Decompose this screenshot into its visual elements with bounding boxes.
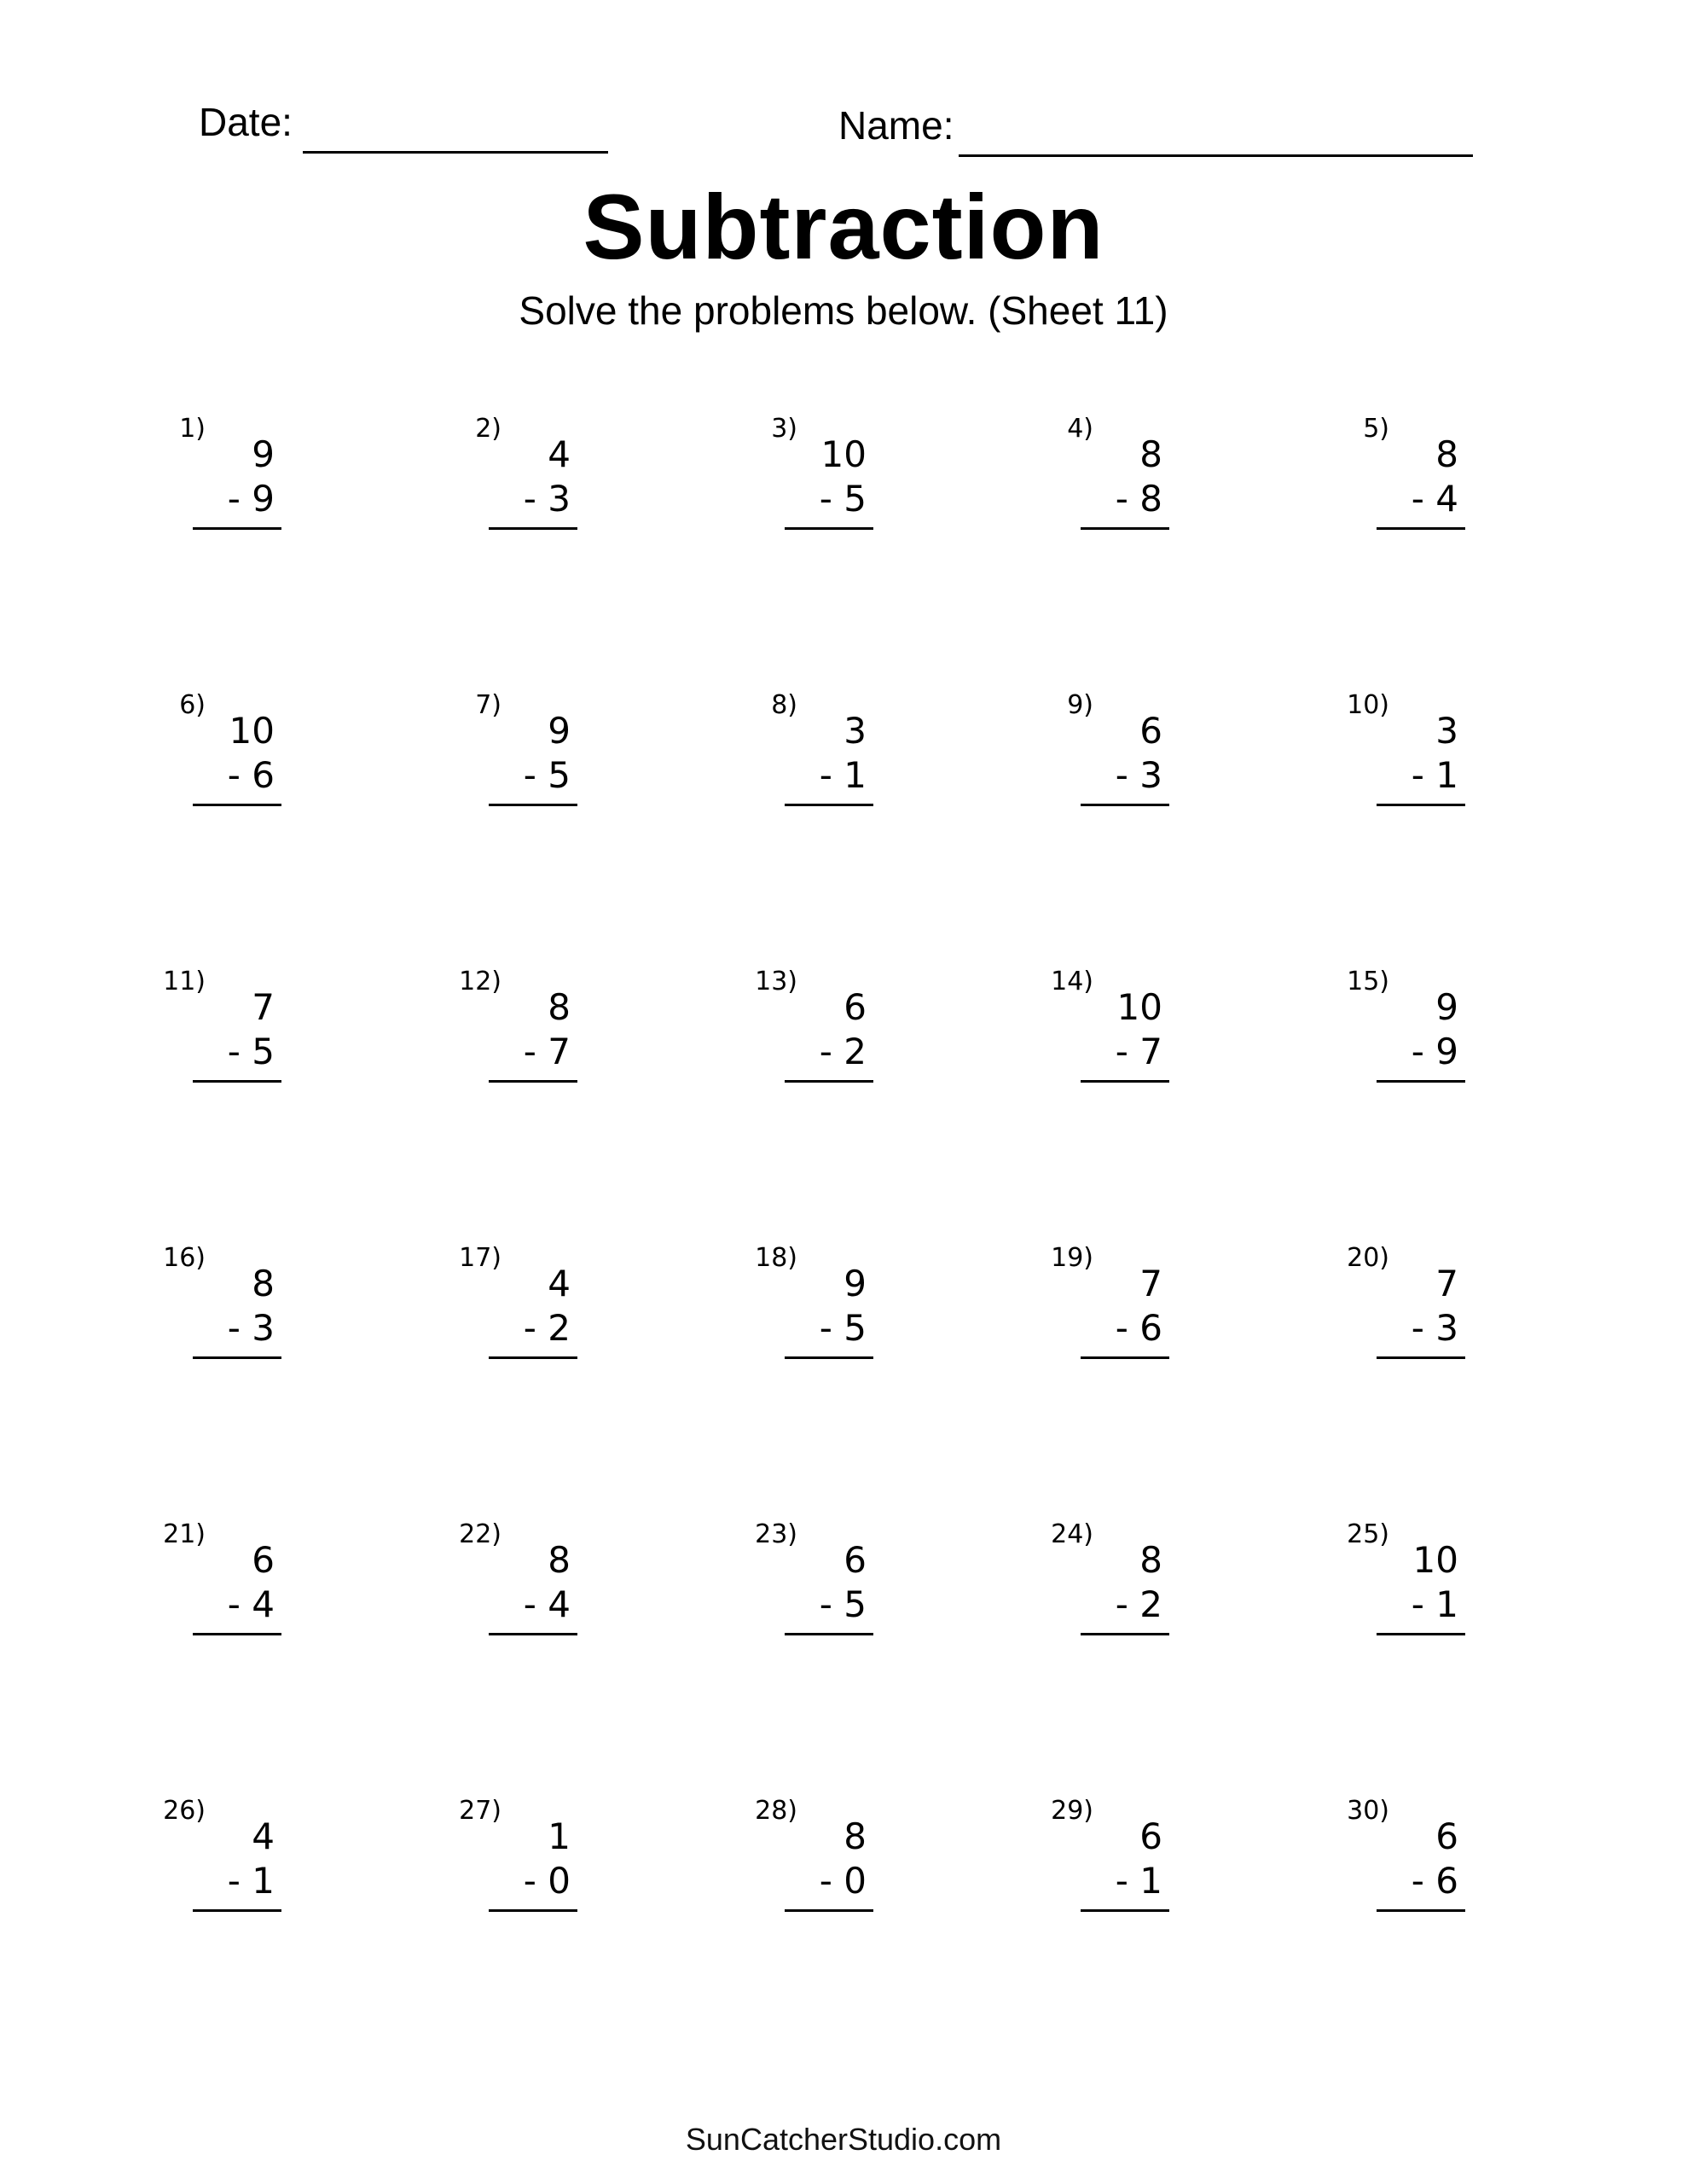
problem-item [456, 1243, 584, 1374]
problem-minuend: 4 [548, 433, 571, 475]
problem-subtrahend: - 1 [1411, 754, 1458, 796]
problem-minuend: 10 [1412, 1539, 1458, 1581]
problem-minuend: 1 [548, 1815, 571, 1857]
page-title: Subtraction [583, 175, 1104, 278]
problem-minuend: 8 [844, 1815, 867, 1857]
problem-number: 11) [163, 967, 206, 996]
problem-subtrahend: - 6 [1115, 1307, 1162, 1349]
problem-minuend: 7 [1139, 1263, 1162, 1304]
problem-number: 1) [179, 414, 206, 444]
problem-number: 2) [475, 414, 501, 444]
problem-subtrahend: - 4 [1411, 478, 1458, 520]
problem-number: 30) [1347, 1796, 1389, 1826]
problem-subtrahend: - 2 [523, 1307, 571, 1349]
problem-item [752, 690, 880, 821]
problem-minuend: 6 [1435, 1815, 1458, 1857]
answer-line[interactable] [489, 1909, 577, 1912]
problem-minuend: 9 [1435, 986, 1458, 1028]
problem-item [1344, 416, 1472, 544]
problem-subtrahend: - 0 [523, 1860, 571, 1902]
problem-item [1048, 416, 1176, 544]
problem-item [1344, 1243, 1472, 1374]
problem-number: 21) [163, 1519, 206, 1549]
problem-number: 23) [755, 1519, 797, 1549]
problem-item [1048, 1243, 1176, 1374]
problem-subtrahend: - 1 [819, 754, 867, 796]
problem-minuend: 8 [548, 1539, 571, 1581]
problem-number: 17) [459, 1243, 501, 1273]
problem-item [456, 969, 584, 1097]
problem-subtrahend: - 5 [227, 1031, 275, 1072]
answer-line[interactable] [193, 1356, 281, 1359]
problem-subtrahend: - 3 [227, 1307, 275, 1349]
answer-line[interactable] [785, 1080, 873, 1083]
problem-item [1048, 690, 1176, 821]
problem-minuend: 6 [844, 986, 867, 1028]
problem-item [160, 1519, 288, 1650]
problem-item [752, 1519, 880, 1650]
problem-item [1048, 1519, 1176, 1650]
problem-item [456, 416, 584, 544]
problem-subtrahend: - 4 [227, 1583, 275, 1625]
answer-line[interactable] [1081, 804, 1169, 806]
problem-subtrahend: - 6 [227, 754, 275, 796]
problem-item [1048, 969, 1176, 1097]
answer-line[interactable] [1377, 1080, 1465, 1083]
problem-minuend: 7 [1435, 1263, 1458, 1304]
problem-minuend: 4 [252, 1815, 275, 1857]
problem-item [1344, 1798, 1472, 1926]
problem-minuend: 10 [229, 710, 275, 752]
problem-item [752, 969, 880, 1097]
problem-subtrahend: - 2 [819, 1031, 867, 1072]
answer-line[interactable] [193, 527, 281, 530]
problem-minuend: 8 [252, 1263, 275, 1304]
answer-line[interactable] [193, 1909, 281, 1912]
problem-number: 6) [179, 690, 206, 720]
answer-line[interactable] [1081, 1909, 1169, 1912]
problem-minuend: 8 [1139, 433, 1162, 475]
answer-line[interactable] [1377, 1633, 1465, 1635]
answer-line[interactable] [1377, 527, 1465, 530]
problem-subtrahend: - 9 [227, 478, 275, 520]
problem-minuend: 9 [548, 710, 571, 752]
problem-subtrahend: - 8 [1115, 478, 1162, 520]
problem-number: 20) [1347, 1243, 1389, 1273]
problem-number: 24) [1051, 1519, 1093, 1549]
answer-line[interactable] [1081, 1633, 1169, 1635]
problem-minuend: 3 [844, 710, 867, 752]
problem-item [456, 690, 584, 821]
answer-line[interactable] [785, 527, 873, 530]
answer-line[interactable] [785, 1633, 873, 1635]
problem-subtrahend: - 7 [523, 1031, 571, 1072]
problem-item [160, 1798, 288, 1926]
problem-number: 9) [1067, 690, 1093, 720]
problem-subtrahend: - 5 [819, 1583, 867, 1625]
problem-item [160, 690, 288, 821]
problem-item [1344, 1519, 1472, 1650]
problem-number: 15) [1347, 967, 1389, 996]
problem-subtrahend: - 3 [1411, 1307, 1458, 1349]
answer-line[interactable] [193, 1633, 281, 1635]
problem-minuend: 9 [252, 433, 275, 475]
answer-line[interactable] [193, 804, 281, 806]
problem-subtrahend: - 5 [523, 754, 571, 796]
problem-subtrahend: - 5 [819, 1307, 867, 1349]
answer-line[interactable] [489, 1356, 577, 1359]
problem-item [160, 1243, 288, 1374]
problem-item [752, 416, 880, 544]
answer-line[interactable] [489, 527, 577, 530]
problem-minuend: 4 [548, 1263, 571, 1304]
problem-minuend: 6 [1139, 710, 1162, 752]
problem-minuend: 3 [1435, 710, 1458, 752]
footer-site-link[interactable]: SunCatcherStudio.com [685, 2122, 1002, 2157]
page-subtitle: Solve the problems below. (Sheet 11) [519, 288, 1168, 333]
problem-item [1344, 969, 1472, 1097]
problem-number: 8) [771, 690, 797, 720]
answer-line[interactable] [1377, 1909, 1465, 1912]
problem-number: 4) [1067, 414, 1093, 444]
problem-minuend: 7 [252, 986, 275, 1028]
problem-minuend: 6 [252, 1539, 275, 1581]
answer-line[interactable] [785, 804, 873, 806]
problem-item [160, 416, 288, 544]
problem-minuend: 8 [1435, 433, 1458, 475]
answer-line[interactable] [785, 1909, 873, 1912]
answer-line[interactable] [1377, 1356, 1465, 1359]
problem-subtrahend: - 1 [1115, 1860, 1162, 1902]
answer-line[interactable] [1081, 1356, 1169, 1359]
problem-item [752, 1243, 880, 1374]
problem-item [160, 969, 288, 1097]
problem-item [456, 1798, 584, 1926]
problem-number: 27) [459, 1796, 501, 1826]
problem-number: 3) [771, 414, 797, 444]
answer-line[interactable] [193, 1080, 281, 1083]
problem-number: 7) [475, 690, 501, 720]
answer-line[interactable] [1081, 1080, 1169, 1083]
problem-number: 13) [755, 967, 797, 996]
problem-subtrahend: - 5 [819, 478, 867, 520]
problem-subtrahend: - 1 [1411, 1583, 1458, 1625]
problem-item [752, 1798, 880, 1926]
problem-minuend: 6 [844, 1539, 867, 1581]
answer-line[interactable] [489, 804, 577, 806]
problem-number: 5) [1363, 414, 1389, 444]
problem-number: 28) [755, 1796, 797, 1826]
problem-subtrahend: - 0 [819, 1860, 867, 1902]
problem-number: 29) [1051, 1796, 1093, 1826]
answer-line[interactable] [1081, 527, 1169, 530]
answer-line[interactable] [489, 1633, 577, 1635]
problem-minuend: 10 [820, 433, 867, 475]
problem-item [456, 1519, 584, 1650]
problem-number: 18) [755, 1243, 797, 1273]
problem-item [1344, 690, 1472, 821]
problem-number: 14) [1051, 967, 1093, 996]
answer-line[interactable] [785, 1356, 873, 1359]
problem-subtrahend: - 3 [523, 478, 571, 520]
problem-minuend: 8 [548, 986, 571, 1028]
name-label: Name: [838, 103, 954, 148]
date-label: Date: [199, 100, 293, 144]
problem-subtrahend: - 2 [1115, 1583, 1162, 1625]
problem-number: 19) [1051, 1243, 1093, 1273]
problem-subtrahend: - 7 [1115, 1031, 1162, 1072]
problem-number: 10) [1347, 690, 1389, 720]
problem-number: 12) [459, 967, 501, 996]
problem-subtrahend: - 4 [523, 1583, 571, 1625]
problem-subtrahend: - 6 [1411, 1860, 1458, 1902]
problem-subtrahend: - 1 [227, 1860, 275, 1902]
problem-number: 25) [1347, 1519, 1389, 1549]
answer-line[interactable] [489, 1080, 577, 1083]
problem-number: 26) [163, 1796, 206, 1826]
problem-number: 16) [163, 1243, 206, 1273]
answer-line[interactable] [1377, 804, 1465, 806]
problem-item [1048, 1798, 1176, 1926]
problem-subtrahend: - 9 [1411, 1031, 1458, 1072]
problem-minuend: 9 [844, 1263, 867, 1304]
problem-minuend: 6 [1139, 1815, 1162, 1857]
problem-minuend: 10 [1116, 986, 1162, 1028]
problem-minuend: 8 [1139, 1539, 1162, 1581]
problem-subtrahend: - 3 [1115, 754, 1162, 796]
problem-number: 22) [459, 1519, 501, 1549]
